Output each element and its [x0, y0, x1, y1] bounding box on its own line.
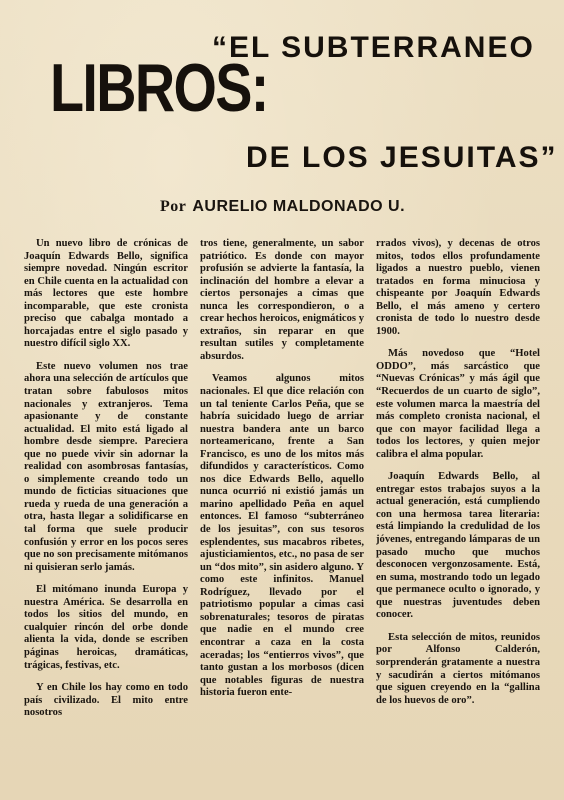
article-header	[0, 0, 564, 215]
paragraph: Veamos algunos mitos nacionales. El que dice relación con un tal teniente Carlos Peña, que se habría suicidado luego de arriar nuestra bandera ante un barco norteamericano, frente a San Francisco, es uno de los mitos más difundidos y característicos. Como nos dice Edwards Bello, aquello nunca ocurrió ni existió jamás un marino apellidado Peña en aquel entonces. El famoso “subterráneo de los jesuitas”, con sus tesoros esplendentes, sus macabros ribetes, ajusticiamientos, etc., no pasa de ser un “dos mito”, sin asidero alguno. Y como este infinitos. Manuel Rodríguez, llevado por el patriotismo popular a cimas casi sobrenaturales; tesoros de piratas que nadie en el mundo cree encontrar a caza en la costa aceradas; los “entierros vivos”, que tanto gustan a los morbosos (dicen que notables figuras de nuestra historia fueron ente-	[200, 373, 364, 699]
paragraph: Y en Chile los hay como en todo país civilizado. El mito entre nosotros	[24, 682, 188, 719]
byline	[160, 198, 405, 216]
paragraph: El mitómano inunda Europa y nuestra América. Se desarrolla en todos los sitios del mundo, en cualquier rincón del orbe donde alienta la vida, donde se escriben páginas heroicas, dramáticas, trágicas, festivas, etc.	[24, 584, 188, 671]
paragraph: rrados vivos), y decenas de otros mitos, todos ellos profundamente ligados a nuestro pueblo, vienen tratados en forma minuciosa y chispeante por Joaquín Edwards Bello, el más ameno y certero cronista de todo lo nuestro desde 1900.	[376, 238, 540, 337]
article-body	[24, 238, 540, 794]
column-1	[24, 238, 188, 794]
paragraph: tros tiene, generalmente, un sabor patriótico. Es donde con mayor profusión se advierte la fantasía, la inclinación del hombre a elevar a ciertos personajes a cimas que nunca les correspondieron, o a crear hechos heroicos, enigmáticos y extraños, sin reparar en que resultan sutiles y completamente absurdos.	[200, 238, 364, 362]
paragraph: Más novedoso que “Hotel ODDO”, más sarcástico que “Nuevas Crónicas” y más ágil que “Recuerdos de un cuarto de siglo”, este volumen marca la maestría del más completo cronista nacional, el que con mayor facilidad llega a todos los lectores, y quien mejor calibra el alma popular.	[376, 348, 540, 460]
column-3	[376, 238, 540, 794]
paragraph: Esta selección de mitos, reunidos por Alfonso Calderón, sorprenderán gratamente a nuestra y sacudirán a ciertos mitómanos que siguen creyendo en la “gallina de los huevos de oro”.	[376, 631, 540, 706]
byline-author: AURELIO MALDONADO U.	[192, 198, 406, 215]
headline-main: LIBROS:	[50, 50, 268, 126]
byline-prefix: Por	[160, 198, 187, 215]
headline-line-1: “EL SUBTERRANEO	[212, 31, 535, 64]
paragraph: Joaquín Edwards Bello, al entregar estos trabajos suyos a la actual generación, está cumpliendo con una hermosa tarea literaria: está limpiando la credulidad de los jóvenes, entregando lámparas de un pasado mucho que muchos desconocen vergonzosamente. Está, en suma, mostrando todo un legado que permanece oculto o ignorado, y que nuestras juventudes deben conocer.	[376, 471, 540, 621]
headline-line-2: DE LOS JESUITAS”	[246, 141, 558, 174]
paragraph: Un nuevo libro de crónicas de Joaquín Edwards Bello, significa siempre novedad. Ningún escritor en Chile cuenta en la actualidad con más lectores que este hombre incomparable, que este cronista preciso que cabalga montado a horcajadas entre el siglo pasado y nuestro difícil siglo XX.	[24, 238, 188, 350]
paragraph: Este nuevo volumen nos trae ahora una selección de artículos que tratan sobre fabulosos mitos nacionales y extranjeros. Tema apasionante y de constante actualidad. El mito está ligado al hombre desde siempre. Pareciera que no puede vivir sin adornar la realidad con asombrosas fantasías, o simplemente creando todo un mundo de ficticias situaciones que rueda y rueda de una generación a otra, hasta llegar a solidificarse en tal forma que suele producir confusión y error en los pocos seres que no son precisamente mitómanos ni quisieran serlo jamás.	[24, 360, 188, 573]
column-2	[200, 238, 364, 794]
